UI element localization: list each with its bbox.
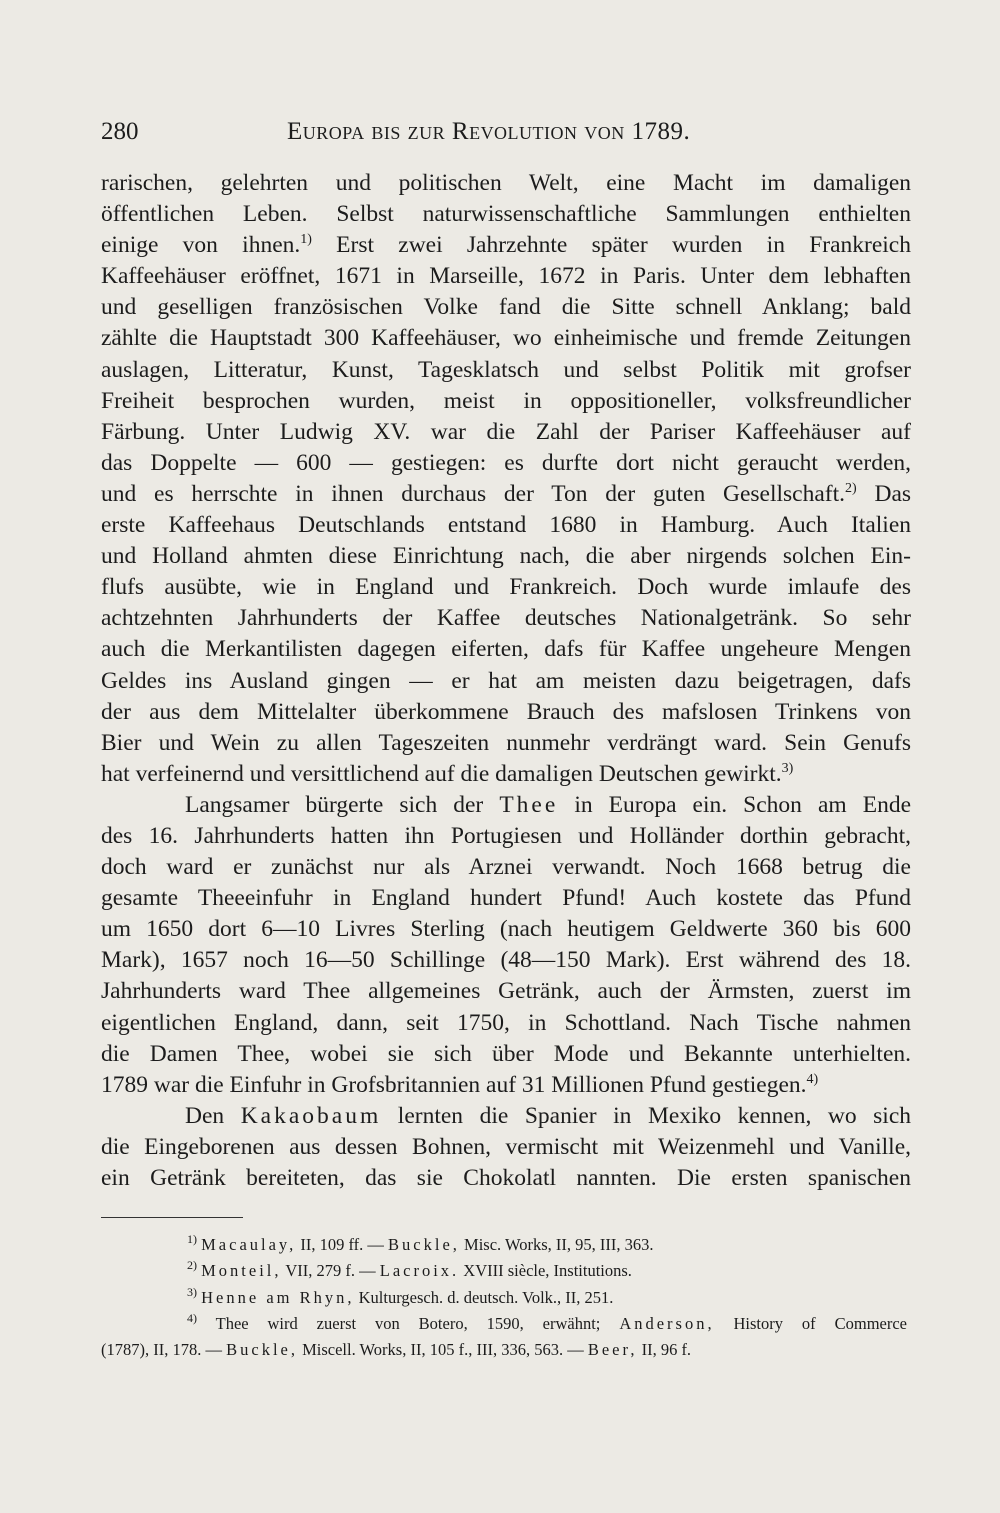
spaced-emphasis: Kakaobaum [240,1102,382,1129]
text-line: rarischen, gelehrten und politischen Welt, eine Macht im damaligen [101,170,911,196]
footnote: $^{4)}$ Thee wird zuerst von Botero, 1590, erwähnt; Anderson, History of Commerce [187,1310,907,1333]
text-line: eigentlichen England, dann, seit 1750, in Schottland. Nach Tische nahmen [101,1009,911,1036]
spaced-emphasis: Thee [499,791,559,818]
text-line: erste Kaffeehaus Deutschlands entstand 1680 in Hamburg. Auch Italien [101,512,911,539]
footnote-ref: 4) [806,1071,819,1087]
footnote-separator [101,1217,243,1218]
text-line: Freiheit besprochen wurden, meist in oppositioneller, volksfreundlicher [101,387,911,414]
text-line: die Damen Thee, wobei sie sich über Mode und Bekannte unterhielten. [101,1040,911,1067]
text-line: doch ward er zunächst nur als Arznei verwandt. Noch 1668 betrug die [101,854,911,881]
footnote: $^{3)}$ Henne am Rhyn, Kulturgesch. d. deutsch. Volk., II, 251. [187,1284,614,1307]
running-head [101,118,911,154]
text-line: und Holland ahmten diese Einrichtung nach, die aber nirgends solchen Ein- [101,543,911,570]
running-title: Europa bis zur Revolution von 1789. [287,118,691,145]
footnote-continuation: (1787), II, 178. — Buckle, Miscell. Works, II, 105 f., III, 336, 563. — Beer, II, 96 f. [101,1340,692,1360]
footnote-ref: 1) [300,232,312,248]
footnote: $^{2)}$ Monteil, VII, 279 f. — Lacroix. XVIII siècle, Institutions. [187,1258,632,1281]
text-line: des 16. Jahrhunderts hatten ihn Portugiesen und Holländer dorthin gebracht, [101,822,911,849]
text-line: der aus dem Mittelalter überkommene Brauch des mafslosen Trinkens von [101,698,911,725]
text-line: 1789 war die Einfuhr in Grofsbritannien auf 31 Millionen Pfund gestiegen.$^{4)}$ [101,1071,819,1098]
text-line: Kaffeehäuser eröffnet, 1671 in Marseille, 1672 in Paris. Unter dem lebhaften [101,263,911,290]
text-line: und es herrschte in ihnen durchaus der Ton der guten Gesellschaft.$^{2)}$ Das [101,480,912,507]
text-line: und geselligen französischen Volke fand die Sitte schnell Anklang; bald [101,294,911,321]
text-line: Bier und Wein zu allen Tageszeiten nunmehr verdrängt ward. Sein Genufs [101,729,911,756]
text-line: auslagen, Litteratur, Kunst, Tagesklatsch und selbst Politik mit grofser [101,356,911,383]
page-number: 280 [101,118,139,145]
text-line: Mark), 1657 noch 16—50 Schillinge (48—150 Mark). Erst während des 18. [101,947,911,974]
text-line: Jahrhunderts ward Thee allgemeines Getränk, auch der Ärmsten, zuerst im [101,978,911,1005]
text-line: die Eingeborenen aus dessen Bohnen, vermischt mit Weizenmehl und Vanille, [101,1133,911,1160]
footnote-ref: 3) [781,760,794,776]
text-line: ein Getränk bereiteten, das sie Chokolatl nannten. Die ersten spanischen [101,1165,911,1191]
body-text [101,168,911,1194]
text-line: gesamte Theeeinfuhr in England hundert Pfund! Auch kostete das Pfund [101,885,911,912]
text-line: zählte die Hauptstadt 300 Kaffeehäuser, wo einheimische und fremde Zeitungen [101,325,911,352]
text-line: auch die Merkantilisten dagegen eiferten, dafs für Kaffee ungeheure Mengen [101,636,911,663]
footnote: $^{1)}$ Macaulay, II, 109 ff. — Buckle, Misc. Works, II, 95, III, 363. [187,1232,654,1254]
text-line: flufs ausübte, wie in England und Frankreich. Doch wurde imlaufe des [101,574,911,601]
text-line: Geldes ins Ausland gingen — er hat am meisten dazu beigetragen, dafs [101,667,911,694]
text-line: Färbung. Unter Ludwig XV. war die Zahl der Pariser Kaffeehäuser auf [101,418,911,445]
text-line: hat verfeinernd und versittlichend auf die damaligen Deutschen gewirkt.$^{3)}$ [101,760,794,787]
paragraph-start: Den Kakaobaum lernten die Spanier in Mexiko kennen, wo sich [185,1102,912,1129]
text-line: um 1650 dort 6—10 Livres Sterling (nach heutigem Geldwerte 360 bis 600 [101,916,911,943]
text-line: achtzehnten Jahrhunderts der Kaffee deutsches Nationalgetränk. So sehr [101,605,911,632]
text-line: öffentlichen Leben. Selbst naturwissenschaftliche Sammlungen enthielten [101,201,911,228]
footnote-ref: 2) [845,480,857,496]
text-line: einige von ihnen.$^{1)}$ Erst zwei Jahrzehnte später wurden in Frankreich [101,232,911,259]
paragraph-start: Langsamer bürgerte sich der Thee in Europa ein. Schon am Ende [185,791,912,818]
footnotes [101,1232,907,1363]
text-line: das Doppelte — 600 — gestiegen: es durfte dort nicht geraucht werden, [101,449,911,476]
